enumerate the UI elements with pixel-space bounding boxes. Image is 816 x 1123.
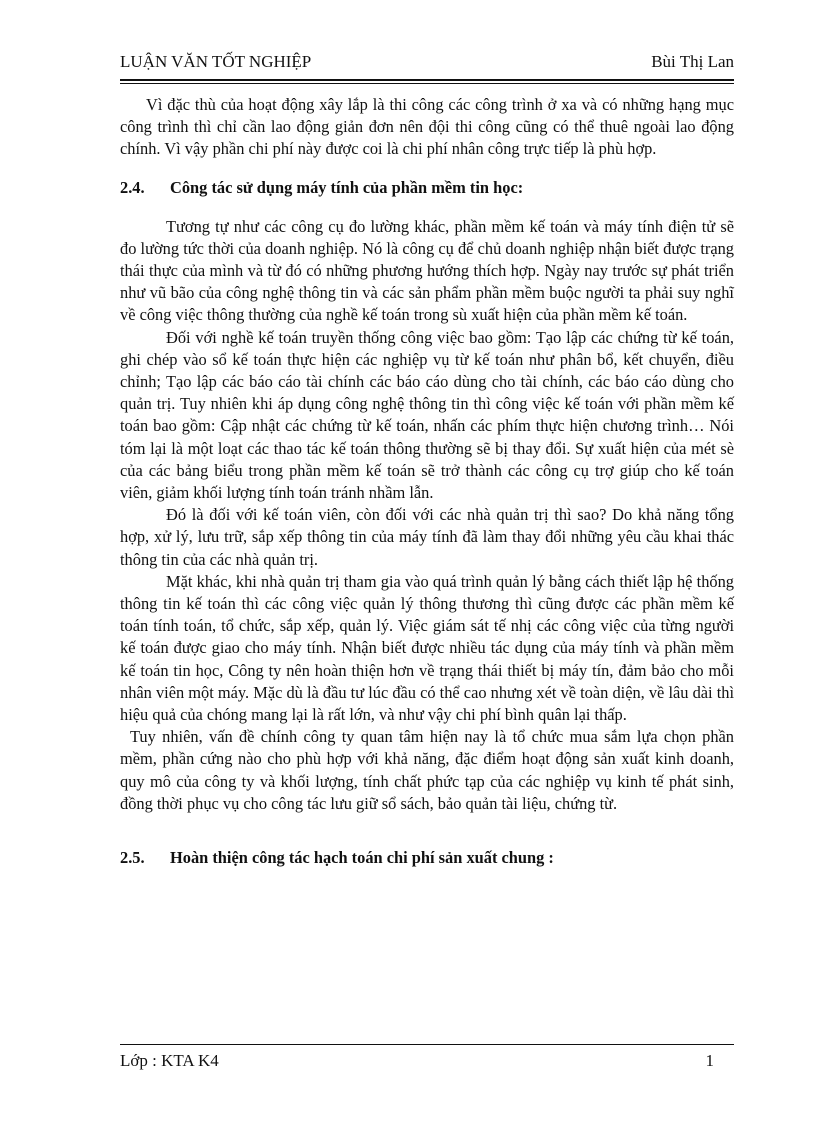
- paragraph: Tuy nhiên, vấn đề chính công ty quan tâm hiện nay là tổ chức mua sắm lựa chọn phần mềm, phần cứng nào cho phù hợp với khả năng, đặc điểm hoạt động sản xuất kinh doanh, quy mô của công ty và khối lượng, tính chất phức tạp của các nghiệp vụ kinh tế phát sinh, đồng thời phục vụ cho công tác lưu giữ sổ sách, bảo quản tài liệu, chứng từ.: [120, 727, 734, 813]
- page-footer: [120, 1051, 714, 1071]
- footer-divider: [120, 1044, 734, 1045]
- section-heading-2-5: [120, 847, 734, 869]
- page-body: [120, 94, 734, 869]
- paragraph: Đó là đối với kế toán viên, còn đối với các nhà quản trị thì sao? Do khả năng tổng hợp, xử lý, lưu trữ, sắp xếp thông tin của máy tính đã làm thay đổi những yêu cầu khai thác thông tin của các nhà quản trị.: [120, 505, 734, 569]
- paragraph: Mặt khác, khi nhà quản trị tham gia vào quá trình quản lý bằng cách thiết lập hệ thống thông tin kế toán thì các công việc quản lý thông thương thì cũng được các phần mềm kế toán tính toán, tổ chức, sắp xếp, quản lý. Việc giám sát tế nhị các công việc của từng người kế toán được giao cho máy tính. Nhận biết được nhiều tác dụng của máy tính và phần mềm kế toán tin học, Công ty nên hoàn thiện hơn về trạng thái thiết bị máy tín, đảm bảo cho mỗi nhân viên một máy. Mặc dù là đầu tư lúc đầu có thể cao nhưng xét về toàn diện, về lâu dài thì hiệu quả của chóng mang lại là rất lớn, và như vậy chi phí bình quân lại thấp.: [120, 571, 734, 725]
- class-label: Lớp : KTA K4: [120, 1051, 219, 1070]
- paragraph: Vì đặc thù của hoạt động xây lắp là thi công các công trình ở xa và có những hạng mục công trình thì chỉ cần lao động giản đơn nên đội thi công cũng có thể thuê ngoài lao động chính. Vì vậy phần chi phí này được coi là chi phí nhân công trực tiếp là phù hợp.: [120, 95, 734, 159]
- section-title: Công tác sử dụng máy tính của phần mềm tin học:: [170, 177, 524, 197]
- thesis-title: LUẬN VĂN TỐT NGHIỆP: [120, 52, 312, 71]
- author-name: Bùi Thị Lan: [651, 52, 734, 71]
- section-title: Hoàn thiện công tác hạch toán chi phí sản xuất chung :: [170, 848, 554, 868]
- page-header: [120, 52, 734, 80]
- header-divider: [120, 79, 734, 81]
- section-number: 2.4.: [120, 177, 145, 197]
- paragraph: Tương tự như các công cụ đo lường khác, phần mềm kế toán và máy tính điện tử sẽ đo lường tức thời của doanh nghiệp. Nó là công cụ để chủ doanh nghiệp nhận biết được trạng thái thực của mình và từ đó có những phương hướng thích hợp. Ngày nay trước sự phát triển như vũ bão của công nghệ thông tin và các sản phẩm phần mềm buộc người ta phải suy nghĩ về công việc thông thường của nghề kế toán trong sù xuất hiện của phần mềm kế toán.: [120, 216, 734, 325]
- header-divider-thin: [120, 83, 734, 84]
- section-heading-2-4: [120, 177, 734, 199]
- paragraph: Đối với nghề kế toán truyền thống công việc bao gồm: Tạo lập các chứng từ kế toán, ghi chép vào sổ kế toán thực hiện các nghiệp vụ từ kế toán như phân bổ, kết chuyển, điều chỉnh; Tạo lập các báo cáo tài chính các báo cáo dùng cho tài chính, các báo cáo dùng cho quản trị. Tuy nhiên khi áp dụng công nghệ thông tin thì công việc kế toán với phần mềm kế toán bao gồm: Cập nhật các chứng từ kế toán, nhấn các phím thực hiện chương trình… Nói tóm lại là một loạt các thao tác kế toán thông thường sẽ bị thay đổi. Sự xuất hiện của mét sè của các bảng biểu trong phần mềm kế toán sẽ trở thành các công cụ trợ giúp cho kế toán viên, giảm khối lượng tính toán tránh nhầm lẫn.: [120, 327, 734, 503]
- page-number: 1: [705, 1051, 714, 1070]
- section-number: 2.5.: [120, 848, 145, 868]
